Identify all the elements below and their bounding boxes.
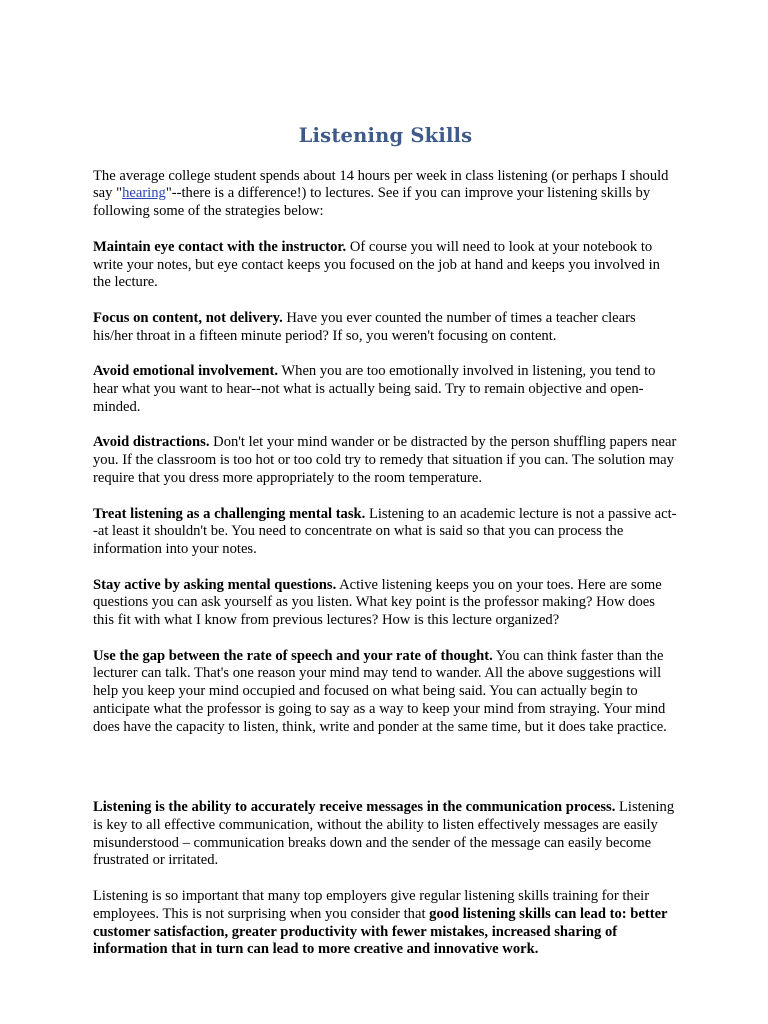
- strategy-text: When you are too emotionally involved in listening, you tend to hear what you want to hear--not what is actually being said. Try to remain objective and open-minded.: [93, 363, 656, 415]
- strategy-text: You can think faster than the lecturer can talk. That's one reason your mind may tend to wander. All the above suggestions will help you keep your mind occupied and focused on what being said. You can actually begin to anticipate what the professor is going to say as a way to keep your mind from straying. Your mind does have the capacity to listen, think, write and ponder at the same time, but it does take practice.: [93, 647, 667, 735]
- strategy-heading: Avoid emotional involvement.: [93, 363, 278, 380]
- section-spacer: [93, 754, 678, 799]
- definition-paragraph: [93, 799, 678, 870]
- employers-text: Listening is so important that many top employers give regular listening skills training for their employees. This is not surprising when you consider that: [93, 888, 650, 922]
- strategy-distractions: [93, 434, 678, 487]
- strategy-speech-gap: [93, 648, 678, 737]
- employers-paragraph: [93, 888, 678, 959]
- strategy-text: Don't let your mind wander or be distracted by the person shuffling papers near you. If the classroom is too hot or too cold try to remedy that situation if you can. The solution may require that you dress more appropriately to the room temperature.: [93, 434, 677, 486]
- strategy-eye-contact: [93, 239, 678, 292]
- strategy-focus-content: [93, 310, 678, 345]
- strategy-text: Listening to an academic lecture is not a passive act--at least it shouldn't be. You need to concentrate on what is said so that you can process the information into your notes.: [93, 505, 677, 557]
- strategy-mental-questions: [93, 577, 678, 630]
- employers-bold-text: good listening skills can lead to: better customer satisfaction, greater productivity with fewer mistakes, increased sharing of information that in turn can lead to more creative and innovative work.: [93, 905, 668, 958]
- strategy-text: Of course you will need to look at your notebook to write your notes, but eye contact keeps you focused on the job at hand and keeps you involved in the lecture.: [93, 238, 660, 291]
- intro-paragraph: [93, 168, 678, 221]
- strategy-heading: Treat listening as a challenging mental task.: [93, 505, 366, 522]
- intro-text-after: "--there is a difference!) to lectures. See if you can improve your listening skills by following some of the strategies below:: [93, 185, 651, 220]
- document-page: [93, 120, 678, 977]
- definition-heading: Listening is the ability to accurately receive messages in the communication process.: [93, 799, 616, 816]
- strategy-heading: Stay active by asking mental questions.: [93, 576, 337, 593]
- strategy-emotional: [93, 363, 678, 416]
- strategy-mental-task: [93, 506, 678, 559]
- hearing-link[interactable]: hearing: [122, 185, 166, 202]
- definition-text: Listening is key to all effective communication, without the ability to listen effectively messages are easily misunderstood – communication breaks down and the sender of the message can easily become frustrated or irritated.: [93, 799, 675, 869]
- strategy-heading: Maintain eye contact with the instructor.: [93, 238, 347, 255]
- strategy-heading: Use the gap between the rate of speech and your rate of thought.: [93, 647, 493, 664]
- strategy-heading: Focus on content, not delivery.: [93, 309, 283, 326]
- intro-text-before: The average college student spends about 14 hours per week in class listening (or perhaps I should say ": [93, 167, 669, 202]
- strategy-text: Have you ever counted the number of times a teacher clears his/her throat in a fifteen minute period? If so, you weren't focusing on content.: [93, 309, 636, 344]
- strategy-heading: Avoid distractions.: [93, 434, 210, 451]
- strategy-text: Active listening keeps you on your toes. Here are some questions you can ask yourself as you listen. What key point is the professor making? How does this fit with what I know from previous lectures? How is this lecture organized?: [93, 576, 662, 629]
- document-title: Listening Skills: [298, 124, 473, 147]
